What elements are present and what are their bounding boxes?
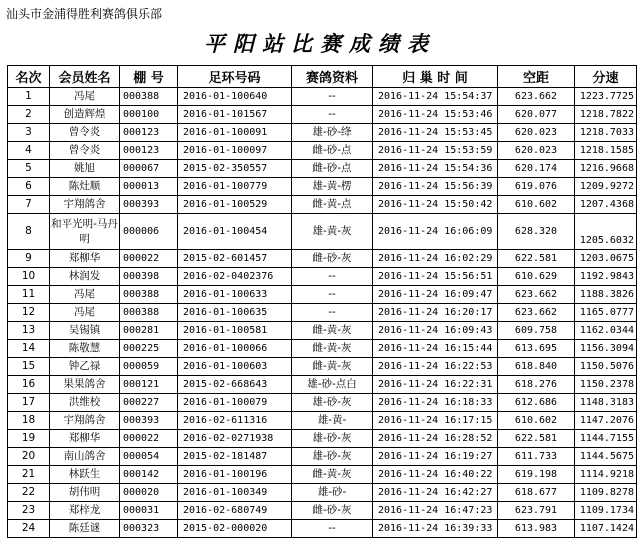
header-row	[8, 66, 637, 88]
arrival-time-cell: 2016-11-24 15:50:42	[373, 196, 498, 214]
rank-cell: 15	[8, 358, 50, 376]
distance-cell: 618.677	[498, 484, 575, 502]
col-header-ring-number: 足环号码	[178, 66, 292, 88]
rank-cell: 18	[8, 412, 50, 430]
ring-number-cell: 2016-01-100779	[178, 178, 292, 196]
member-name-cell: 胡伟明	[50, 484, 120, 502]
col-header-rank: 名次	[8, 66, 50, 88]
table-row	[8, 376, 637, 394]
pigeon-info-cell: --	[292, 106, 373, 124]
pigeon-info-cell: --	[292, 286, 373, 304]
member-name-cell: 创造辉煌	[50, 106, 120, 124]
ring-number-cell: 2016-02-680749	[178, 502, 292, 520]
pigeon-info-cell: 雄-砂-绛	[292, 124, 373, 142]
rank-cell: 24	[8, 520, 50, 538]
distance-cell: 622.581	[498, 250, 575, 268]
arrival-time-cell: 2016-11-24 16:06:09	[373, 214, 498, 250]
pigeon-info-cell: 雌-黄-灰	[292, 466, 373, 484]
member-name-cell: 冯尾	[50, 286, 120, 304]
loft-number-cell: 000398	[120, 268, 178, 286]
ring-number-cell: 2015-02-668643	[178, 376, 292, 394]
pigeon-info-cell: --	[292, 268, 373, 286]
distance-cell: 610.602	[498, 196, 575, 214]
speed-cell: 1109.8278	[575, 484, 637, 502]
arrival-time-cell: 2016-11-24 15:53:45	[373, 124, 498, 142]
distance-cell: 620.023	[498, 124, 575, 142]
loft-number-cell: 000225	[120, 340, 178, 358]
col-header-loft-number: 棚 号	[120, 66, 178, 88]
distance-cell: 623.662	[498, 88, 575, 106]
table-row	[8, 448, 637, 466]
speed-cell: 1156.3094	[575, 340, 637, 358]
distance-cell: 611.733	[498, 448, 575, 466]
pigeon-info-cell: 雄-砂-	[292, 484, 373, 502]
speed-cell: 1207.4368	[575, 196, 637, 214]
speed-cell: 1147.2076	[575, 412, 637, 430]
arrival-time-cell: 2016-11-24 16:47:23	[373, 502, 498, 520]
arrival-time-cell: 2016-11-24 16:18:33	[373, 394, 498, 412]
pigeon-info-cell: 雌-砂-灰	[292, 502, 373, 520]
ring-number-cell: 2016-01-101567	[178, 106, 292, 124]
distance-cell: 623.662	[498, 304, 575, 322]
loft-number-cell: 000281	[120, 322, 178, 340]
table-row	[8, 88, 637, 106]
loft-number-cell: 000054	[120, 448, 178, 466]
rank-cell: 1	[8, 88, 50, 106]
table-row	[8, 484, 637, 502]
speed-cell: 1192.9843	[575, 268, 637, 286]
distance-cell: 618.840	[498, 358, 575, 376]
ring-number-cell: 2016-02-0402376	[178, 268, 292, 286]
distance-cell: 618.276	[498, 376, 575, 394]
distance-cell: 620.023	[498, 142, 575, 160]
member-name-cell: 陈廷谜	[50, 520, 120, 538]
pigeon-info-cell: 雄-黄-楞	[292, 178, 373, 196]
speed-cell: 1209.9272	[575, 178, 637, 196]
rank-cell: 6	[8, 178, 50, 196]
member-name-cell: 宇翔鸽舍	[50, 196, 120, 214]
rank-cell: 12	[8, 304, 50, 322]
speed-cell: 1203.0675	[575, 250, 637, 268]
pigeon-info-cell: 雌-砂-点	[292, 160, 373, 178]
table-row	[8, 286, 637, 304]
rank-cell: 22	[8, 484, 50, 502]
rank-cell: 3	[8, 124, 50, 142]
pigeon-info-cell: 雌-砂-点	[292, 142, 373, 160]
ring-number-cell: 2016-01-100079	[178, 394, 292, 412]
loft-number-cell: 000020	[120, 484, 178, 502]
distance-cell: 623.791	[498, 502, 575, 520]
loft-number-cell: 000393	[120, 412, 178, 430]
pigeon-info-cell: --	[292, 88, 373, 106]
table-row	[8, 340, 637, 358]
table-row	[8, 250, 637, 268]
ring-number-cell: 2016-01-100066	[178, 340, 292, 358]
loft-number-cell: 000067	[120, 160, 178, 178]
rank-cell: 14	[8, 340, 50, 358]
ring-number-cell: 2016-01-100091	[178, 124, 292, 142]
loft-number-cell: 000013	[120, 178, 178, 196]
loft-number-cell: 000227	[120, 394, 178, 412]
table-row	[8, 268, 637, 286]
rank-cell: 13	[8, 322, 50, 340]
ring-number-cell: 2016-01-100349	[178, 484, 292, 502]
distance-cell: 610.602	[498, 412, 575, 430]
member-name-cell: 郑柳华	[50, 430, 120, 448]
table-row	[8, 196, 637, 214]
loft-number-cell: 000123	[120, 142, 178, 160]
table-row	[8, 214, 637, 250]
loft-number-cell: 000388	[120, 88, 178, 106]
arrival-time-cell: 2016-11-24 16:15:44	[373, 340, 498, 358]
member-name-cell: 果果鸽舍	[50, 376, 120, 394]
member-name-cell: 林跃生	[50, 466, 120, 484]
speed-cell: 1107.1424	[575, 520, 637, 538]
ring-number-cell: 2016-01-100454	[178, 214, 292, 250]
rank-cell: 11	[8, 286, 50, 304]
table-row	[8, 520, 637, 538]
ring-number-cell: 2016-01-100603	[178, 358, 292, 376]
table-row	[8, 178, 637, 196]
table-row	[8, 124, 637, 142]
distance-cell: 610.629	[498, 268, 575, 286]
arrival-time-cell: 2016-11-24 16:28:52	[373, 430, 498, 448]
arrival-time-cell: 2016-11-24 16:20:17	[373, 304, 498, 322]
arrival-time-cell: 2016-11-24 16:22:31	[373, 376, 498, 394]
arrival-time-cell: 2016-11-24 15:53:46	[373, 106, 498, 124]
distance-cell: 620.077	[498, 106, 575, 124]
pigeon-info-cell: 雌-黄-灰	[292, 340, 373, 358]
arrival-time-cell: 2016-11-24 16:19:27	[373, 448, 498, 466]
pigeon-info-cell: 雌-黄-点	[292, 196, 373, 214]
distance-cell: 622.581	[498, 430, 575, 448]
ring-number-cell: 2016-01-100581	[178, 322, 292, 340]
rank-cell: 20	[8, 448, 50, 466]
distance-cell: 623.662	[498, 286, 575, 304]
speed-cell: 1109.1734	[575, 502, 637, 520]
member-name-cell: 宇翔鸽舍	[50, 412, 120, 430]
speed-cell: 1218.7033	[575, 124, 637, 142]
col-header-distance: 空距	[498, 66, 575, 88]
speed-cell: 1218.7822	[575, 106, 637, 124]
table-row	[8, 412, 637, 430]
rank-cell: 10	[8, 268, 50, 286]
speed-cell: 1162.0344	[575, 322, 637, 340]
member-name-cell: 曾令炎	[50, 142, 120, 160]
rank-cell: 23	[8, 502, 50, 520]
pigeon-info-cell: 雄-砂-点白	[292, 376, 373, 394]
rank-cell: 19	[8, 430, 50, 448]
loft-number-cell: 000388	[120, 286, 178, 304]
speed-cell: 1216.9668	[575, 160, 637, 178]
ring-number-cell: 2015-02-000020	[178, 520, 292, 538]
arrival-time-cell: 2016-11-24 16:17:15	[373, 412, 498, 430]
rank-cell: 17	[8, 394, 50, 412]
loft-number-cell: 000142	[120, 466, 178, 484]
arrival-time-cell: 2016-11-24 16:22:53	[373, 358, 498, 376]
table-row	[8, 430, 637, 448]
col-header-arrival-time: 归 巢 时 间	[373, 66, 498, 88]
speed-cell: 1144.7155	[575, 430, 637, 448]
speed-cell: 1218.1585	[575, 142, 637, 160]
pigeon-info-cell: --	[292, 304, 373, 322]
ring-number-cell: 2015-02-350557	[178, 160, 292, 178]
organization-name: 汕头市金浦得胜利赛鸽俱乐部	[6, 7, 163, 21]
col-header-member-name: 会员姓名	[50, 66, 120, 88]
ring-number-cell: 2016-01-100097	[178, 142, 292, 160]
member-name-cell: 郑柳华	[50, 250, 120, 268]
ring-number-cell: 2016-01-100529	[178, 196, 292, 214]
rank-cell: 9	[8, 250, 50, 268]
speed-cell: 1148.3183	[575, 394, 637, 412]
rank-cell: 16	[8, 376, 50, 394]
member-name-cell: 冯尾	[50, 88, 120, 106]
rank-cell: 21	[8, 466, 50, 484]
member-name-cell: 南山鸽舍	[50, 448, 120, 466]
ring-number-cell: 2015-02-601457	[178, 250, 292, 268]
speed-cell: 1188.3826	[575, 286, 637, 304]
member-name-cell: 和平光明-马丹明	[50, 214, 120, 250]
loft-number-cell: 000121	[120, 376, 178, 394]
loft-number-cell: 000323	[120, 520, 178, 538]
member-name-cell: 陈敬慧	[50, 340, 120, 358]
pigeon-info-cell: --	[292, 520, 373, 538]
table-row	[8, 502, 637, 520]
rank-cell: 2	[8, 106, 50, 124]
distance-cell: 619.198	[498, 466, 575, 484]
col-header-speed: 分速	[575, 66, 637, 88]
distance-cell: 628.320	[498, 214, 575, 250]
pigeon-info-cell: 雄-黄-灰	[292, 214, 373, 250]
pigeon-info-cell: 雄-砂-灰	[292, 448, 373, 466]
arrival-time-cell: 2016-11-24 15:54:37	[373, 88, 498, 106]
ring-number-cell: 2016-02-0271938	[178, 430, 292, 448]
arrival-time-cell: 2016-11-24 15:56:51	[373, 268, 498, 286]
member-name-cell: 洪维校	[50, 394, 120, 412]
pigeon-info-cell: 雌-砂-灰	[292, 250, 373, 268]
loft-number-cell: 000388	[120, 304, 178, 322]
speed-cell: 1114.9218	[575, 466, 637, 484]
rank-cell: 7	[8, 196, 50, 214]
ring-number-cell: 2015-02-181487	[178, 448, 292, 466]
results-table	[7, 65, 637, 538]
table-row	[8, 466, 637, 484]
arrival-time-cell: 2016-11-24 16:09:43	[373, 322, 498, 340]
table-row	[8, 142, 637, 160]
loft-number-cell: 000022	[120, 250, 178, 268]
loft-number-cell: 000123	[120, 124, 178, 142]
pigeon-info-cell: 雄-砂-灰	[292, 394, 373, 412]
table-row	[8, 358, 637, 376]
distance-cell: 612.686	[498, 394, 575, 412]
member-name-cell: 林润发	[50, 268, 120, 286]
ring-number-cell: 2016-01-100635	[178, 304, 292, 322]
distance-cell: 620.174	[498, 160, 575, 178]
loft-number-cell: 000393	[120, 196, 178, 214]
rank-cell: 5	[8, 160, 50, 178]
loft-number-cell: 000059	[120, 358, 178, 376]
member-name-cell: 曾令炎	[50, 124, 120, 142]
pigeon-info-cell: 雌-黄-灰	[292, 322, 373, 340]
col-header-pigeon-info: 赛鸽资料	[292, 66, 373, 88]
arrival-time-cell: 2016-11-24 15:53:59	[373, 142, 498, 160]
ring-number-cell: 2016-01-100640	[178, 88, 292, 106]
member-name-cell: 陈灶顺	[50, 178, 120, 196]
loft-number-cell: 000100	[120, 106, 178, 124]
arrival-time-cell: 2016-11-24 16:42:27	[373, 484, 498, 502]
member-name-cell: 姚旭	[50, 160, 120, 178]
ring-number-cell: 2016-02-611316	[178, 412, 292, 430]
pigeon-info-cell: 雌-黄-灰	[292, 358, 373, 376]
table-row	[8, 160, 637, 178]
loft-number-cell: 000006	[120, 214, 178, 250]
ring-number-cell: 2016-01-100196	[178, 466, 292, 484]
table-row	[8, 322, 637, 340]
pigeon-info-cell: 雄-黄-	[292, 412, 373, 430]
member-name-cell: 吴锡镇	[50, 322, 120, 340]
arrival-time-cell: 2016-11-24 15:56:39	[373, 178, 498, 196]
distance-cell: 609.758	[498, 322, 575, 340]
ring-number-cell: 2016-01-100633	[178, 286, 292, 304]
distance-cell: 613.695	[498, 340, 575, 358]
member-name-cell: 钟乙禄	[50, 358, 120, 376]
arrival-time-cell: 2016-11-24 16:09:47	[373, 286, 498, 304]
member-name-cell: 冯尾	[50, 304, 120, 322]
pigeon-info-cell: 雄-砂-灰	[292, 430, 373, 448]
loft-number-cell: 000031	[120, 502, 178, 520]
speed-cell: 1205.6032	[575, 214, 637, 250]
member-name-cell: 郑梓龙	[50, 502, 120, 520]
rank-cell: 4	[8, 142, 50, 160]
speed-cell: 1165.0777	[575, 304, 637, 322]
loft-number-cell: 000022	[120, 430, 178, 448]
page-title: 平阳站比赛成绩表	[204, 31, 436, 56]
table-row	[8, 394, 637, 412]
distance-cell: 619.076	[498, 178, 575, 196]
arrival-time-cell: 2016-11-24 16:39:33	[373, 520, 498, 538]
speed-cell: 1223.7725	[575, 88, 637, 106]
speed-cell: 1144.5675	[575, 448, 637, 466]
speed-cell: 1150.2378	[575, 376, 637, 394]
rank-cell: 8	[8, 214, 50, 250]
distance-cell: 613.983	[498, 520, 575, 538]
arrival-time-cell: 2016-11-24 16:02:29	[373, 250, 498, 268]
speed-cell: 1150.5076	[575, 358, 637, 376]
arrival-time-cell: 2016-11-24 15:54:36	[373, 160, 498, 178]
table-row	[8, 106, 637, 124]
arrival-time-cell: 2016-11-24 16:40:22	[373, 466, 498, 484]
table-row	[8, 304, 637, 322]
